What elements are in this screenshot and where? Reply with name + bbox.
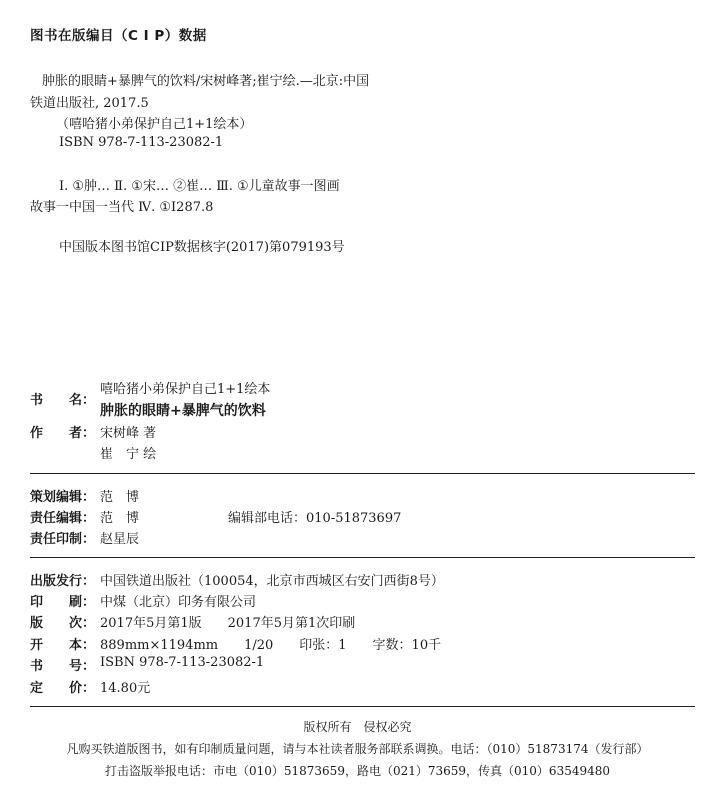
editorial-phone: 编辑部电话：010-51873697 [228, 511, 402, 526]
book-author-label: 作 者： [30, 426, 96, 441]
printing-supervisor: 赵星辰 [100, 532, 140, 547]
book-illustrator: 崔 宁 绘 [100, 447, 157, 462]
cip-classification-2: 故事一中国一当代 Ⅳ. ①I287.8 [30, 200, 214, 215]
cip-classification-1: Ⅰ. ①肿… Ⅱ. ①宋… ②崔… Ⅲ. ①儿童故事一图画 [59, 179, 340, 194]
edition: 2017年5月第1版 2017年5月第1次印刷 [100, 616, 356, 631]
cip-isbn: ISBN 978-7-113-23082-1 [59, 135, 224, 150]
book-title-label: 书 名： [30, 393, 96, 408]
publisher: 中国铁道出版社（100054，北京市西城区右安门西街8号） [100, 574, 444, 589]
edition-label: 版 次： [30, 616, 96, 631]
format: 889mm×1194mm 1/20 印张：1 字数：10千 [100, 638, 442, 653]
format-label: 开 本： [30, 638, 96, 653]
book-number-label: 书 号： [30, 659, 96, 674]
book-number: ISBN 978-7-113-23082-1 [100, 655, 265, 670]
price-label: 定 价： [30, 681, 96, 696]
copyright-notice: 版权所有 侵权必究 [303, 720, 412, 734]
publisher-label: 出版发行： [30, 574, 96, 589]
divider-rule [30, 706, 695, 707]
price: 14.80元 [100, 681, 151, 696]
cip-record-line-2: 铁道出版社, 2017.5 [30, 96, 149, 111]
planning-editor-label: 策划编辑： [30, 490, 96, 505]
responsible-editor-label: 责任编辑： [30, 511, 96, 526]
cip-title: 图书在版编目（C I P）数据 [30, 28, 207, 44]
book-author: 宋树峰 著 [100, 426, 157, 441]
book-series: 嘻哈猪小弟保护自己1+1绘本 [100, 382, 271, 397]
quality-notice: 凡购买铁道版图书，如有印制质量问题，请与本社读者服务部联系调换。电话：（010）51873174（发行部） [66, 742, 649, 756]
printer: 中煤（北京）印务有限公司 [100, 595, 257, 610]
cip-core-number: 中国版本图书馆CIP数据核字(2017)第079193号 [59, 240, 345, 255]
printing-supervisor-label: 责任印制： [30, 532, 96, 547]
planning-editor: 范 博 [100, 490, 140, 505]
divider-rule [30, 557, 695, 558]
divider-rule [30, 473, 695, 474]
book-title: 肿胀的眼睛+暴脾气的饮料 [100, 403, 266, 419]
cip-record-line-1: 肿胀的眼睛+暴脾气的饮料/宋树峰著;崔宁绘.—北京:中国 [42, 74, 370, 89]
piracy-report: 打击盗版举报电话：市电（010）51873659，路电（021）73659，传真（010）63549480 [104, 764, 611, 778]
cip-series: （嘻哈猪小弟保护自己1+1绘本） [56, 117, 253, 132]
responsible-editor: 范 博 [100, 511, 140, 526]
printer-label: 印 刷： [30, 595, 96, 610]
